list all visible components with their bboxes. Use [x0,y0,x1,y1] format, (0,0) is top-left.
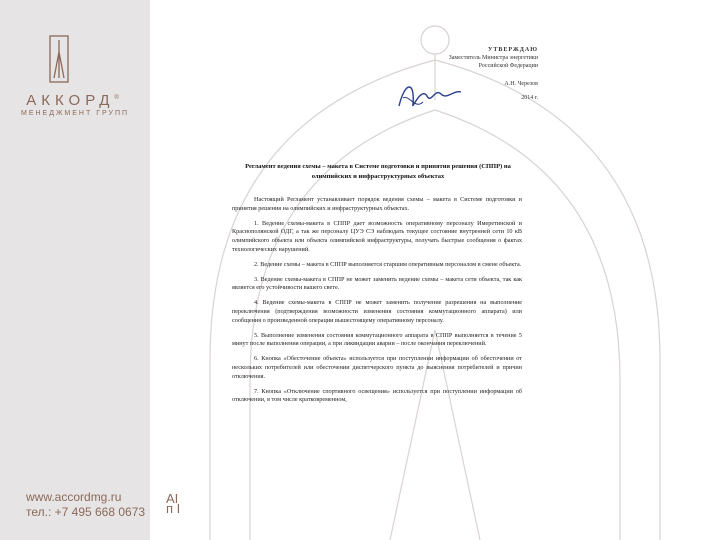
phone-text: тел.: +7 495 668 0673 [26,505,146,519]
approval-signer: А.Н. Черезов [504,81,538,87]
paragraph: 3. Ведение схемы-макета в СППР не может заменить ведение схемы – макета сети объекта, так как является его устойчивости вашего свете. [232,275,522,292]
paragraph: 2. Ведение схемы – макета в СППР выполняется старшим оперативным персоналом в смене объекта. [254,260,522,268]
approval-line1: Заместитель Министра энергетики [448,55,538,61]
brand-sidebar [0,0,150,540]
approval-date: 2014 г. [521,95,538,101]
signature-icon [395,76,465,116]
brand-subtitle: МЕНЕДЖМЕНТ ГРУПП [20,110,130,117]
brand-name: АККОРД® [26,92,124,109]
paragraph: 7. Кнопка «Отключение спортивного освещения» используется при поступлении информации об отключении, в том числе кратковременном, [232,387,522,404]
approval-line2: Российской Федерации [478,63,538,69]
website-text: www.accordmg.ru [26,490,122,504]
document-title: Регламент ведения схемы – макета в Системе подготовки и принятия решения (СППР) на олимпийских и инфраструктурных объектах [245,163,511,180]
paragraph: 6. Кнопка «Обесточение объекта» используется при поступлении информации об обесточении от нескольких потребителей или обесточении диспетчерского пункта до выяснения потребителей и причин отключения. [232,355,522,380]
logo-fragment: AI п І [166,491,181,516]
paragraph: 1. Ведение схемы-макета в СППР дает возможность оперативному персоналу Имеретинской и Краснополянской ОДГ, а так же персоналу ЦУЭ СЭ наблюдать текущее состояние внутренней сети 10 кВ олимпийского объекта или объекта олимпийской инфраструктуры, получать быстрые сообщения о фактах технологических нарушений. [232,219,522,253]
paragraph: 4. Ведение схемы-макета в СППР не может заменить получение разрешения на выполнение переключения (подтверждения возможности изменения состояния коммутационного аппарата) или сообщения о произведенной операции вышестоящему оперативному персоналу. [232,299,522,324]
approval-title: УТВЕРЖДАЮ [487,47,538,53]
document-body [232,196,522,411]
paragraph: 5. Выполнение изменения состояния коммутационного аппарата в СППР выполняется в течение 5 минут после выполнения операции, а при ликвидации аварии – после окончания переключений. [232,331,522,348]
akkord-logo-icon [0,0,150,160]
paragraph: Настоящий Регламент устанавливает порядок ведения схемы – макета в Системе подготовки и принятия решения на олимпийских и инфраструктурных объектах. [232,196,522,212]
